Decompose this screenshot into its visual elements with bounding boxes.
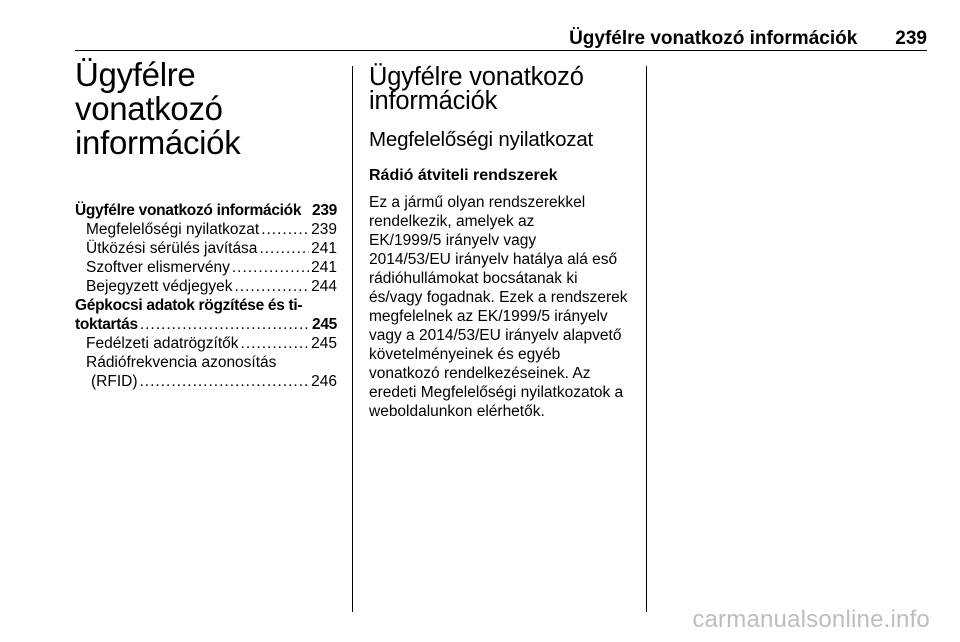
toc-entry-rfid-line1[interactable]: Rádiófrekvencia azonosítás — [86, 354, 277, 371]
page-number: 239 — [895, 28, 927, 49]
toc-entry-rfid-line2[interactable]: (RFID) ..... 246 — [75, 372, 337, 391]
table-of-contents — [75, 201, 337, 391]
toc-entry-declaration-of-conformity[interactable]: Megfelelőségi nyilatkozat ..... 239 — [75, 220, 337, 239]
middle-column — [369, 65, 637, 421]
body-paragraph: Ez a jármű olyan rendszerekkel rendelkezik, amelyek az EK/1999/5 irányelv vagy 2014/53/EU irányelv hatálya alá eső rádióhullámokat bocsátanak ki és/vagy fogadnak. Ezek a rendszerek megfelelnek az EK/1999/5 irányelv vagy a 2014/53/EU irányelv alapvető követelményeinek és egyéb vonatkozó rendelkezéseinek. Az eredeti Megfelelőségi nyilatkozatok a weboldalunkon elérhetők. — [369, 194, 628, 420]
toc-entry-software-acknowledgement[interactable]: Szoftver elismervény ..... 241 — [75, 258, 337, 277]
running-header — [75, 28, 927, 52]
toc-entry-customer-info[interactable]: Ügyfélre vonatkozó információk 239 — [75, 202, 337, 219]
toc-entry-vehicle-data-line2[interactable]: toktartás ..... 245 — [75, 315, 337, 334]
subsubsection-title: Rádió átviteli rendszerek — [369, 167, 558, 184]
toc-entry-event-data-recorders[interactable]: Fedélzeti adatrögzítők ..... 245 — [75, 334, 337, 353]
running-header-title: Ügyfélre vonatkozó információk — [569, 28, 858, 49]
toc-entry-registered-trademarks[interactable]: Bejegyzett védjegyek ..... 244 — [75, 277, 337, 296]
left-column — [75, 58, 337, 391]
column-divider-left — [352, 66, 353, 612]
subsection-title: Megfelelőségi nyilatkozat — [369, 128, 594, 151]
watermark: carmanualsonline.info — [692, 606, 930, 633]
header-rule — [75, 50, 927, 51]
toc-entry-collision-damage-repair[interactable]: Ütközési sérülés javítása ..... 241 — [75, 239, 337, 258]
toc-entry-vehicle-data-line1[interactable]: Gépkocsi adatok rögzítése és ti- — [75, 297, 303, 314]
chapter-title: Ügyfélre vonatkozó információk — [75, 56, 241, 161]
column-divider-right — [646, 66, 647, 612]
section-title: Ügyfélre vonatkozó információk — [369, 63, 584, 115]
